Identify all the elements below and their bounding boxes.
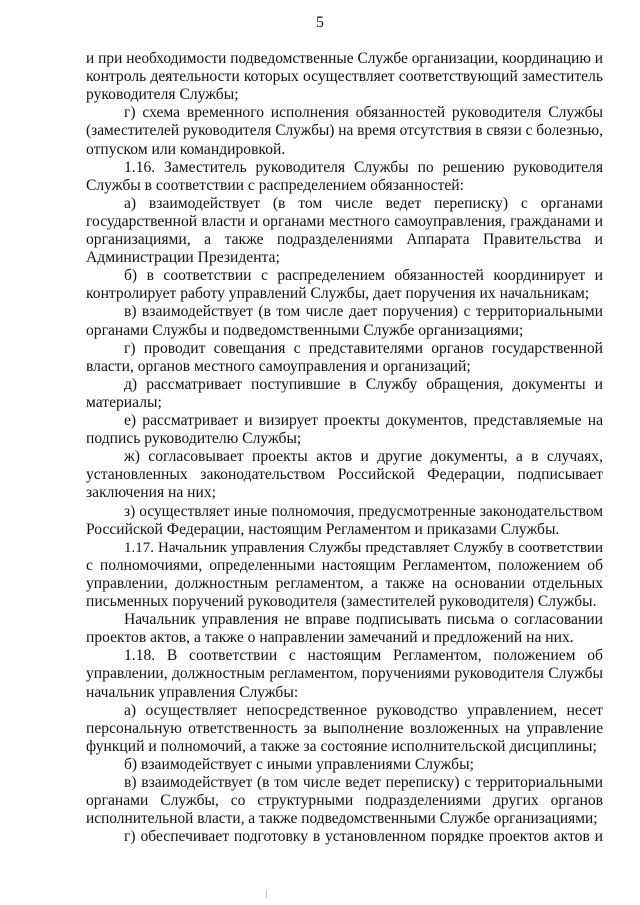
scan-artifact: [266, 890, 267, 898]
text-line: ж) согласовывает проекты актов и другие документы, а в случаях,: [124, 448, 603, 466]
text-line: государственной власти и органами местного самоуправления, гражданами и: [86, 212, 603, 230]
text-line: б) в соответствии с распределением обязанностей координирует и: [124, 267, 603, 285]
text-line: 1.18. В соответствии с настоящим Регламентом, положением об: [124, 647, 603, 665]
text-line: власти, органов местного самоуправления и организаций;: [86, 357, 471, 375]
text-line: заключения на них;: [86, 484, 217, 502]
text-line: Российской Федерации, настоящим Регламентом и приказами Службы.: [86, 520, 560, 538]
text-line: г) схема временного исполнения обязанностей руководителя Службы: [124, 104, 603, 122]
text-line: 1.17. Начальник управления Службы представляет Службу в соответствии: [124, 539, 603, 556]
text-line: Начальник управления не вправе подписывать письма о согласовании: [124, 611, 603, 629]
text-line: контроль деятельности которых осуществляет соответствующий заместитель: [86, 68, 603, 86]
text-line: б) взаимодействует с иными управлениями Службы;: [124, 755, 474, 773]
text-line: исполнительной власти, а также подведомственными Службе организациями;: [86, 810, 598, 828]
text-line: в) взаимодействует (в том числе ведет переписку) с территориальными: [124, 774, 603, 791]
text-line: а) осуществляет непосредственное руководство управлением, несет: [124, 701, 603, 719]
text-line: с полномочиями, определенными настоящим Регламентом, положением об: [86, 556, 603, 574]
text-line: Службы в соответствии с распределением обязанностей:: [86, 176, 464, 194]
text-line: функций и полномочий, а также за состояние исполнительской дисциплины;: [86, 737, 597, 755]
text-line: в) взаимодействует (в том числе дает поручения) с территориальными: [124, 303, 603, 321]
text-line: управлении, должностным регламентом, а также на основании отдельных: [86, 574, 603, 592]
text-line: персональную ответственность за выполнение возложенных на управление: [86, 719, 603, 737]
text-line: подпись руководителю Службы;: [86, 430, 302, 448]
text-line: контролирует работу управлений Службы, дает поручения их начальникам;: [86, 285, 590, 303]
text-line: д) рассматривает поступившие в Службу обращения, документы и: [124, 375, 603, 393]
text-line: отпуском или командировкой.: [86, 140, 286, 158]
text-line: Администрации Президента;: [86, 249, 280, 267]
text-line: з) осуществляет иные полномочия, предусмотренные законодательством: [124, 502, 603, 520]
text-line: е) рассматривает и визирует проекты документов, представляемые на: [124, 412, 603, 429]
text-line: организациями, а также подразделениями Аппарата Правительства и: [86, 231, 603, 248]
text-line: начальник управления Службы:: [86, 683, 299, 701]
page-number: 5: [316, 14, 324, 31]
text-line: 1.16. Заместитель руководителя Службы по решению руководителя: [124, 158, 603, 176]
text-line: установленных законодательством Российской Федерации, подписывает: [86, 466, 603, 484]
text-line: г) обеспечивает подготовку в установленном порядке проектов актов и: [124, 828, 603, 846]
text-line: органами Службы, со структурными подразделениями других органов: [86, 792, 603, 810]
text-line: материалы;: [86, 393, 162, 411]
text-line: письменных поручений руководителя (заместителей руководителя) Службы.: [86, 593, 597, 610]
text-line: а) взаимодействует (в том числе ведет переписку) с органами: [124, 194, 603, 212]
text-line: г) проводит совещания с представителями органов государственной: [124, 339, 603, 357]
text-line: и при необходимости подведомственные Службе организации, координацию и: [86, 50, 603, 67]
text-line: проектов актов, а также о направлении замечаний и предложений на них.: [86, 629, 574, 647]
text-line: управлении, должностным регламентом, поручениями руководителя Службы: [86, 665, 603, 683]
text-line: (заместителей руководителя Службы) на время отсутствия в связи с болезнью,: [86, 122, 603, 140]
text-line: руководителя Службы;: [86, 86, 239, 104]
text-line: органами Службы и подведомственными Службе организациями;: [86, 321, 524, 339]
